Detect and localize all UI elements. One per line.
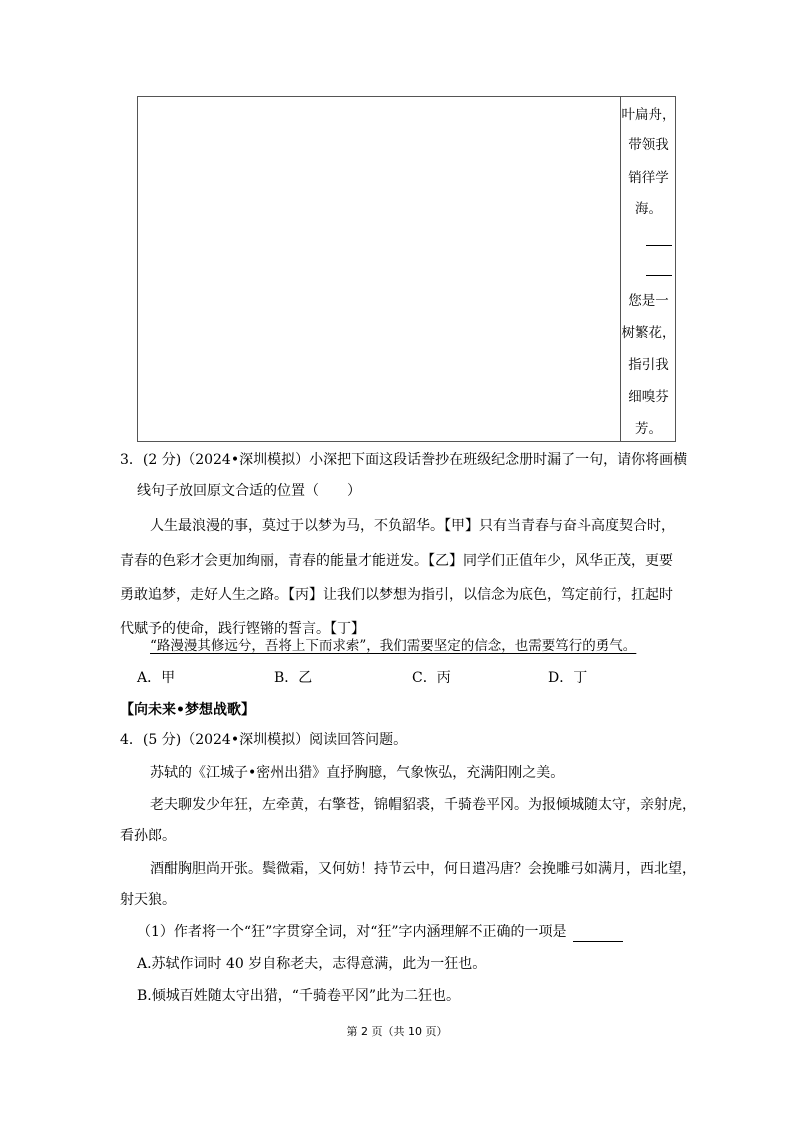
- table-cell: 销徉学: [628, 170, 669, 186]
- q4-stem: 4．(5 分)（2024•深圳模拟）阅读回答问题。: [120, 732, 408, 748]
- dash-line: [646, 275, 672, 276]
- q3-option-a[interactable]: A．甲: [137, 670, 176, 686]
- q3-paragraph-line: 青春的色彩才会更加绚丽，青春的能量才能迸发。【乙】同学们正值年少，风华正茂，更要: [120, 553, 673, 569]
- page-footer: 第 2 页（共 10 页）: [346, 1025, 448, 1038]
- q4-sub1-row: [137, 922, 623, 942]
- section-title: 【向未来•梦想战歌】: [120, 702, 255, 718]
- q4-poem-line: 酒酣胸胆尚开张。鬓微霜，又何妨！持节云中，何日遣冯唐？会挽雕弓如满月，西北望，: [150, 861, 696, 877]
- q4-intro: 苏轼的《江城子•密州出猎》直抒胸臆，气象恢弘，充满阳刚之美。: [150, 765, 565, 781]
- q4-sub1-text: （1）作者将一个“狂”字贯穿全词，对“狂”字内涵理解不正确的一项是: [137, 924, 567, 940]
- table-cell: 您是一: [628, 293, 669, 309]
- table-cell: 芳。: [635, 421, 662, 437]
- q3-paragraph-line: 勇敢追梦，走好人生之路。【丙】让我们以梦想为指引，以信念为底色，笃定前行，扛起时: [120, 587, 673, 603]
- q4-option-b[interactable]: B.倾城百姓随太守出猎，“千骑卷平冈”此为二狂也。: [137, 988, 461, 1004]
- answer-blank[interactable]: [573, 927, 623, 942]
- table-cell: 带领我: [628, 137, 669, 153]
- q3-stem-line1: 3．(2 分)（2024•深圳模拟）小深把下面这段话誊抄在班级纪念册时漏了一句，请你将画横: [120, 452, 688, 468]
- poem-table: [137, 96, 676, 442]
- table-cell: 叶扁舟，: [621, 107, 676, 123]
- q4-option-a[interactable]: A.苏轼作词时 40 岁自称老夫，志得意满，此为一狂也。: [137, 956, 487, 972]
- q4-poem-line: 射天狼。: [120, 892, 176, 908]
- dash-line: [646, 245, 672, 246]
- table-cell: 树繁花，: [621, 325, 676, 341]
- q3-paragraph-line: 人生最浪漫的事，莫过于以梦为马，不负韶华。【甲】只有当青春与奋斗高度契合时，: [150, 518, 675, 534]
- table-cell: 指引我: [628, 357, 669, 373]
- q3-stem-line2: 线句子放回原文合适的位置（ ）: [137, 483, 361, 499]
- q4-poem-line: 老夫聊发少年狂，左牵黄，右擎苍，锦帽貂裘，千骑卷平冈。为报倾城随太守，亲射虎，: [150, 797, 696, 813]
- q4-poem-line: 看孙郎。: [120, 828, 176, 844]
- q3-paragraph-line: 代赋予的使命，践行铿锵的誓言。【丁】: [120, 621, 365, 637]
- q3-option-c[interactable]: C．丙: [412, 670, 451, 686]
- table-cell: 细嗅芬: [628, 389, 669, 405]
- q3-option-d[interactable]: D．丁: [548, 670, 588, 686]
- table-cell: 海。: [635, 201, 662, 217]
- q3-underlined-sentence: “路漫漫其修远兮，吾将上下而求索”，我们需要坚定的信念，也需要笃行的勇气。: [150, 638, 637, 654]
- q3-option-b[interactable]: B．乙: [274, 670, 313, 686]
